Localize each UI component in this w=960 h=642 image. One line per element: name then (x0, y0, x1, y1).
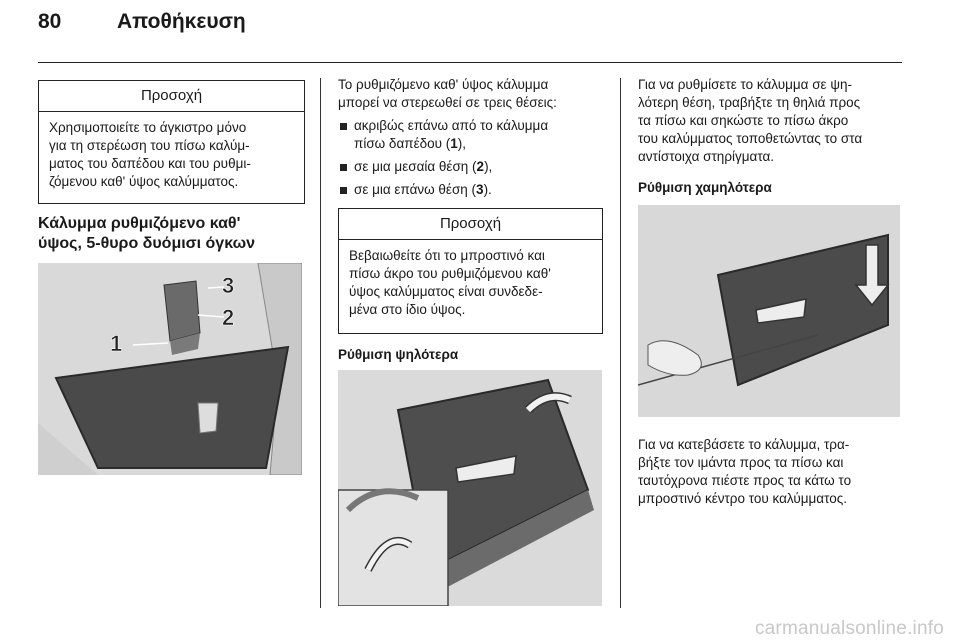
text-line: Για να ρυθμίσετε το κάλυμμα σε ψη- (638, 77, 852, 92)
strap-loop (198, 403, 218, 433)
text-fragment: ), (457, 136, 467, 151)
page-heading: Αποθήκευση (117, 10, 246, 33)
section-title-line: Κάλυμμα ρυθμιζόμενο καθ' (38, 215, 241, 232)
callout-2: 2 (222, 305, 235, 330)
text-line: Για να κατεβάσετε το κάλυμμα, τρα- (638, 437, 850, 452)
column-divider (320, 78, 321, 608)
position-number: 2 (476, 159, 485, 174)
text-line: αντίστοιχα στηρίγματα. (638, 149, 775, 164)
text-line: τα πίσω και σηκώστε το πίσω άκρο (638, 113, 849, 128)
text-line: Το ρυθμιζόμενο καθ' ύψος κάλυμμα (338, 77, 549, 92)
right-outro (638, 436, 904, 508)
text-line: μπορεί να στερεωθεί σε τρεις θέσεις: (338, 95, 557, 110)
middle-intro (338, 76, 613, 112)
caution-box (338, 208, 603, 334)
column-divider (620, 78, 621, 608)
callout-1: 1 (110, 331, 123, 356)
caution-box (38, 80, 305, 204)
list-item (338, 117, 613, 153)
text-line (354, 181, 613, 199)
watermark: carmanualsonline.info (754, 618, 944, 639)
list-item (338, 158, 613, 176)
caution-line: ύψος καλύμματος είναι συνδεδε- (349, 284, 543, 299)
position-list (338, 112, 613, 199)
text-fragment: σε μια μεσαία θέση ( (354, 159, 477, 174)
caution-line: ζόμενου καθ' ύψος καλύμματος. (49, 174, 239, 189)
section-title-line: ύψος, 5-θυρο δυόμισι όγκων (38, 235, 255, 252)
text-fragment: ). (483, 182, 492, 197)
text-line: ακριβώς επάνω από το κάλυμμα (354, 118, 549, 133)
subheading-raise: Ρύθμιση ψηλότερα (338, 347, 459, 362)
text-line: μπροστινό κέντρο του καλύμματος. (638, 491, 847, 506)
text-line: του καλύμματος τοποθετώντας το στα (638, 131, 863, 146)
trunk-cover-figure (38, 263, 302, 475)
text-line: ταυτόχρονα πιέστε προς τα κάτω το (638, 473, 852, 488)
position-number: 1 (450, 136, 458, 151)
text-line: λότερη θέση, τραβήξτε τη θηλιά προς (638, 95, 861, 110)
text-line (354, 135, 613, 153)
position-number: 3 (476, 182, 484, 197)
caution-line: μένα στο ίδιο ύψος. (349, 302, 466, 317)
caution-text (339, 240, 602, 326)
text-fragment: πίσω δαπέδου ( (354, 136, 451, 151)
caution-line: για τη στερέωση του πίσω καλύμ- (49, 138, 250, 153)
header-rule (38, 62, 902, 63)
list-item (338, 181, 613, 199)
text-line (354, 158, 613, 176)
raise-cover-figure (338, 370, 602, 606)
text-fragment: ), (484, 159, 493, 174)
text-line: βήξτε τον ιμάντα προς τα πίσω και (638, 455, 844, 470)
right-intro (638, 76, 904, 166)
caution-line: Βεβαιωθείτε ότι το μπροστινό και (349, 248, 545, 263)
caution-title: Προσοχή (39, 81, 304, 112)
side-support (164, 281, 200, 341)
caution-line: πίσω άκρο του ρυθμιζόμενου καθ' (349, 266, 551, 281)
caution-title: Προσοχή (339, 209, 602, 240)
subheading-lower: Ρύθμιση χαμηλότερα (638, 180, 772, 195)
lower-cover-figure (638, 205, 900, 417)
section-title (38, 214, 308, 254)
page-number: 80 (38, 10, 62, 33)
callout-3: 3 (222, 273, 235, 298)
text-fragment: σε μια επάνω θέση ( (354, 182, 477, 197)
caution-line: ματος του δαπέδου και του ρυθμι- (49, 156, 251, 171)
caution-text (39, 112, 304, 198)
caution-line: Χρησιμοποιείτε το άγκιστρο μόνο (49, 120, 247, 135)
